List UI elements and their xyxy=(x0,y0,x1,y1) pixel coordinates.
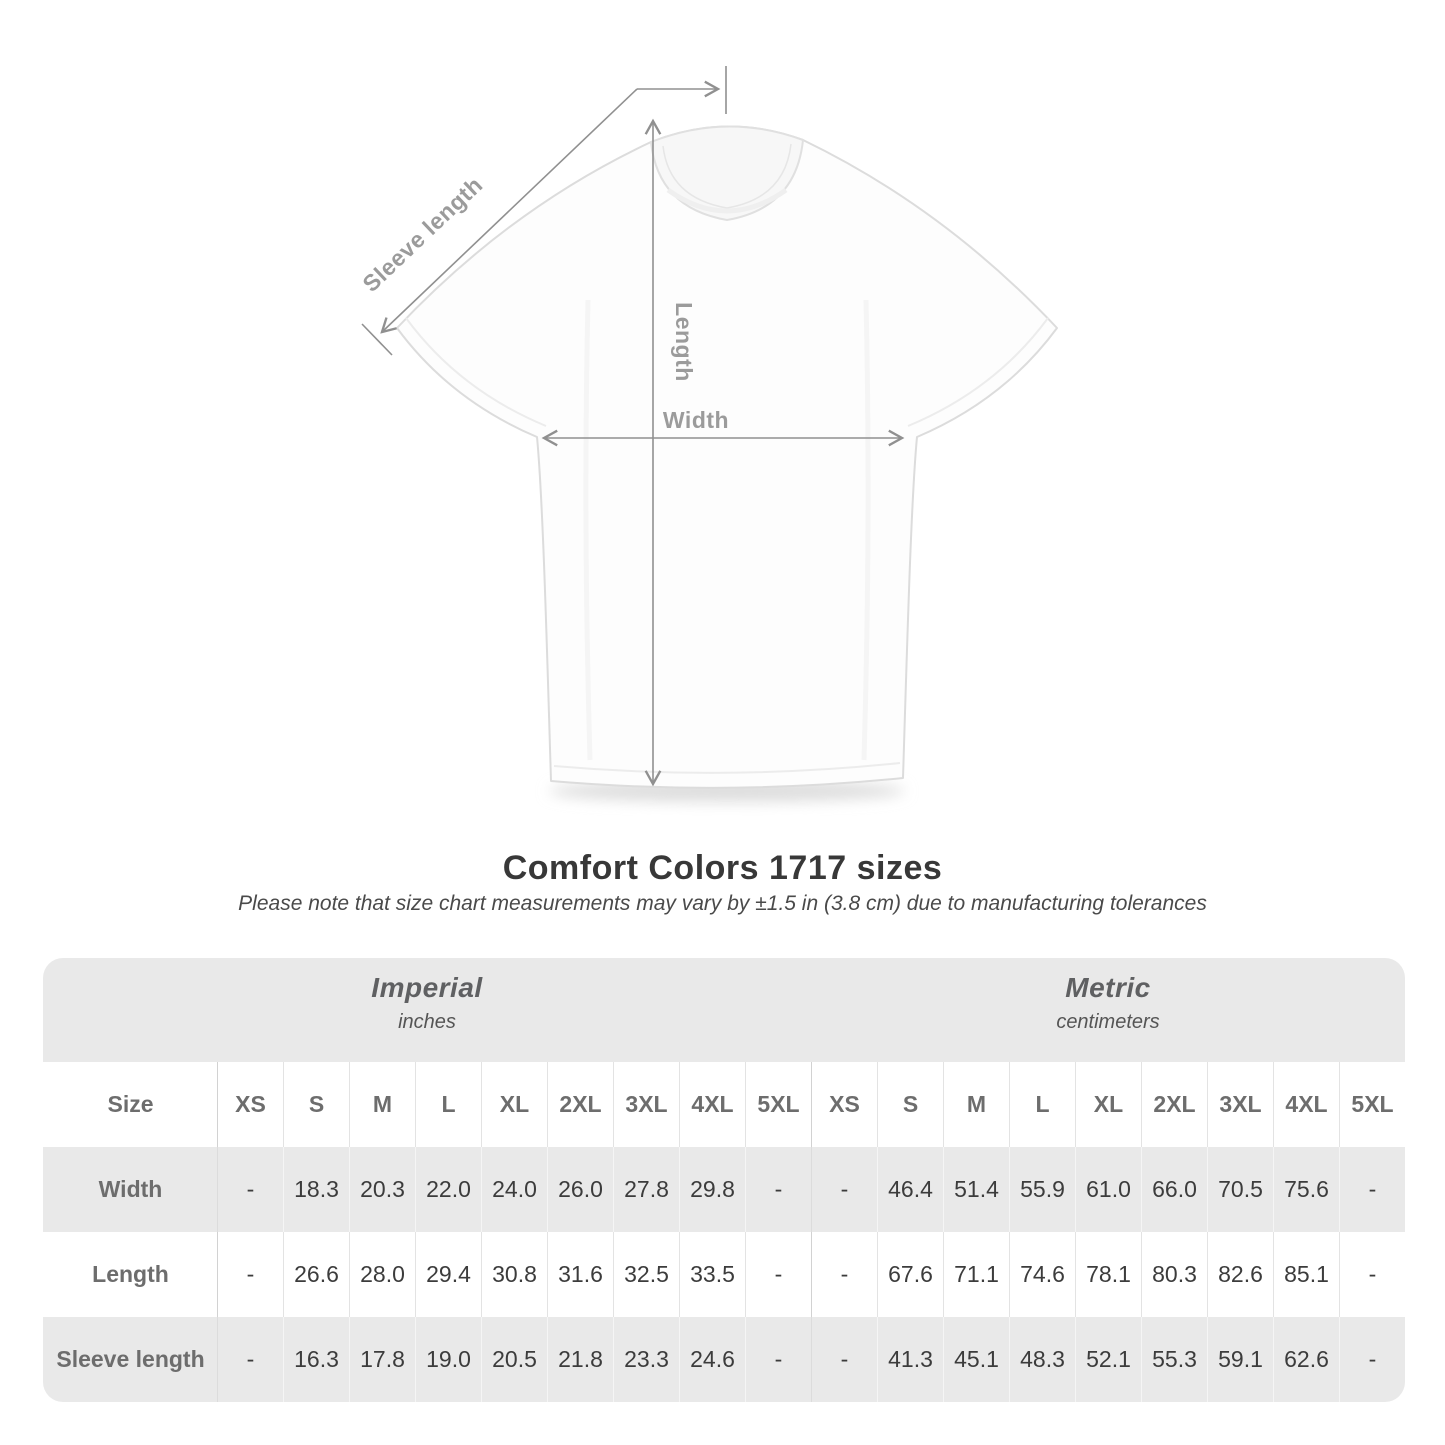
value-cell: - xyxy=(1339,1317,1405,1402)
size-header-metric-5xl: 5XL xyxy=(1339,1062,1405,1147)
value-cell: 41.3 xyxy=(877,1317,943,1402)
metric-unit-label: centimeters xyxy=(1056,1011,1160,1033)
value-cell: - xyxy=(217,1232,283,1317)
imperial-section-header xyxy=(43,958,811,1062)
value-cell: 75.6 xyxy=(1273,1147,1339,1232)
value-cell: 21.8 xyxy=(547,1317,613,1402)
value-cell: 61.0 xyxy=(1075,1147,1141,1232)
size-header-metric-xs: XS xyxy=(811,1062,877,1147)
tolerance-note: Please note that size chart measurements may vary by ±1.5 in (3.8 cm) due to manufacturing tolerances xyxy=(238,892,1207,915)
value-cell: 66.0 xyxy=(1141,1147,1207,1232)
value-cell: 23.3 xyxy=(613,1317,679,1402)
imperial-label: Imperial xyxy=(371,972,483,1003)
size-header-imperial-s: S xyxy=(283,1062,349,1147)
row-label: Length xyxy=(43,1232,217,1317)
size-column-header: Size xyxy=(43,1062,217,1147)
length-label: Length xyxy=(671,302,697,382)
size-header-imperial-4xl: 4XL xyxy=(679,1062,745,1147)
size-header-imperial-m: M xyxy=(349,1062,415,1147)
metric-label: Metric xyxy=(1065,972,1151,1003)
value-cell: 70.5 xyxy=(1207,1147,1273,1232)
value-cell: 55.9 xyxy=(1009,1147,1075,1232)
value-cell: - xyxy=(1339,1147,1405,1232)
value-cell: - xyxy=(745,1147,811,1232)
value-cell: 67.6 xyxy=(877,1232,943,1317)
sleeve-end-tick xyxy=(362,324,392,355)
size-header-metric-m: M xyxy=(943,1062,1009,1147)
row-label: Sleeve length xyxy=(43,1317,217,1402)
size-header-imperial-xs: XS xyxy=(217,1062,283,1147)
size-header-metric-3xl: 3XL xyxy=(1207,1062,1273,1147)
value-cell: 17.8 xyxy=(349,1317,415,1402)
value-cell: 31.6 xyxy=(547,1232,613,1317)
value-cell: - xyxy=(217,1147,283,1232)
value-cell: 32.5 xyxy=(613,1232,679,1317)
tshirt-graphic xyxy=(397,126,1057,787)
unit-header-band xyxy=(43,958,1405,1062)
size-chart-table xyxy=(43,958,1405,1402)
size-header-imperial-l: L xyxy=(415,1062,481,1147)
value-cell: 62.6 xyxy=(1273,1317,1339,1402)
size-header-imperial-3xl: 3XL xyxy=(613,1062,679,1147)
size-header-metric-xl: XL xyxy=(1075,1062,1141,1147)
value-cell: 27.8 xyxy=(613,1147,679,1232)
value-cell: 16.3 xyxy=(283,1317,349,1402)
size-header-metric-s: S xyxy=(877,1062,943,1147)
value-cell: 26.6 xyxy=(283,1232,349,1317)
value-cell: 82.6 xyxy=(1207,1232,1273,1317)
value-cell: 52.1 xyxy=(1075,1317,1141,1402)
value-cell: 20.3 xyxy=(349,1147,415,1232)
value-cell: 78.1 xyxy=(1075,1232,1141,1317)
size-chart-grid xyxy=(43,1062,1405,1402)
value-cell: 18.3 xyxy=(283,1147,349,1232)
value-cell: 19.0 xyxy=(415,1317,481,1402)
value-cell: 48.3 xyxy=(1009,1317,1075,1402)
value-cell: 46.4 xyxy=(877,1147,943,1232)
size-header-metric-2xl: 2XL xyxy=(1141,1062,1207,1147)
value-cell: - xyxy=(811,1147,877,1232)
value-cell: 51.4 xyxy=(943,1147,1009,1232)
metric-section-header xyxy=(811,958,1405,1062)
value-cell: 71.1 xyxy=(943,1232,1009,1317)
size-header-imperial-xl: XL xyxy=(481,1062,547,1147)
size-header-metric-4xl: 4XL xyxy=(1273,1062,1339,1147)
size-header-metric-l: L xyxy=(1009,1062,1075,1147)
value-cell: 29.8 xyxy=(679,1147,745,1232)
value-cell: 24.6 xyxy=(679,1317,745,1402)
value-cell: 33.5 xyxy=(679,1232,745,1317)
value-cell: - xyxy=(745,1232,811,1317)
size-header-imperial-2xl: 2XL xyxy=(547,1062,613,1147)
width-label: Width xyxy=(662,407,730,433)
value-cell: 80.3 xyxy=(1141,1232,1207,1317)
value-cell: 29.4 xyxy=(415,1232,481,1317)
sleeve-length-label: Sleeve length xyxy=(357,171,488,297)
value-cell: 59.1 xyxy=(1207,1317,1273,1402)
value-cell: 74.6 xyxy=(1009,1232,1075,1317)
value-cell: 55.3 xyxy=(1141,1317,1207,1402)
value-cell: - xyxy=(745,1317,811,1402)
value-cell: 28.0 xyxy=(349,1232,415,1317)
row-label: Width xyxy=(43,1147,217,1232)
value-cell: 30.8 xyxy=(481,1232,547,1317)
value-cell: 45.1 xyxy=(943,1317,1009,1402)
value-cell: - xyxy=(217,1317,283,1402)
value-cell: 85.1 xyxy=(1273,1232,1339,1317)
imperial-unit-label: inches xyxy=(398,1011,456,1033)
value-cell: - xyxy=(811,1317,877,1402)
value-cell: - xyxy=(1339,1232,1405,1317)
value-cell: 20.5 xyxy=(481,1317,547,1402)
page-title: Comfort Colors 1717 sizes xyxy=(502,849,943,887)
value-cell: 24.0 xyxy=(481,1147,547,1232)
value-cell: - xyxy=(811,1232,877,1317)
value-cell: 22.0 xyxy=(415,1147,481,1232)
size-header-imperial-5xl: 5XL xyxy=(745,1062,811,1147)
value-cell: 26.0 xyxy=(547,1147,613,1232)
